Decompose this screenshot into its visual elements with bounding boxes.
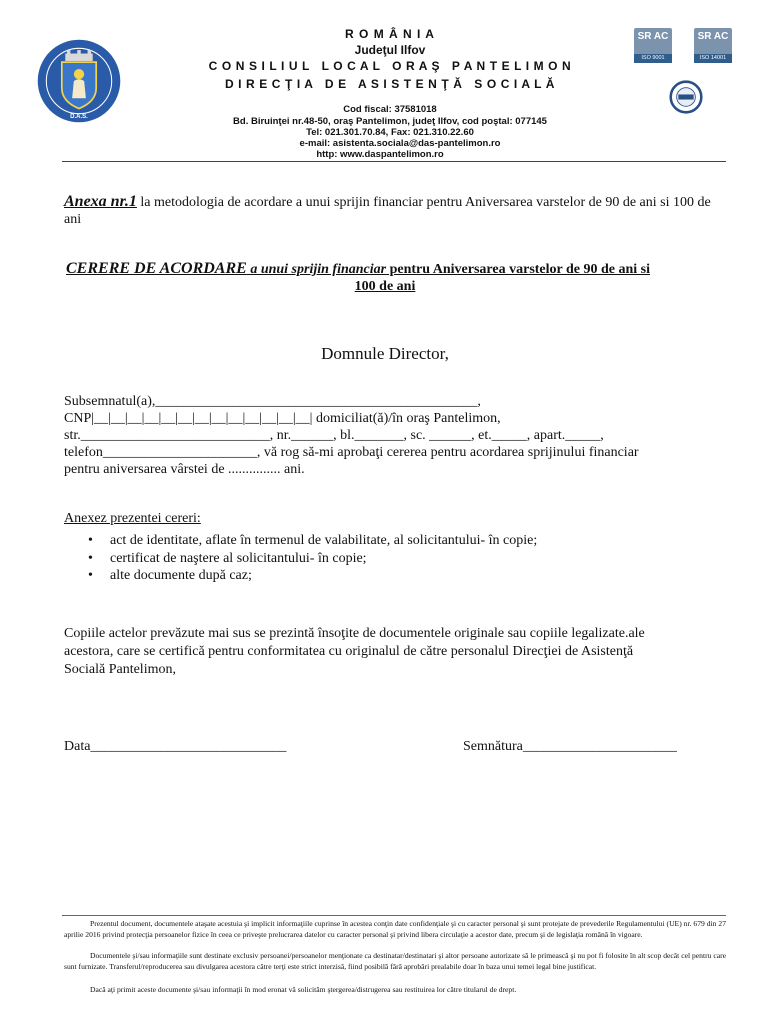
date-field: Data____________________________ [64,739,287,754]
attachments-list [82,532,537,585]
request-title [66,260,730,279]
request-title-main: CERERE DE ACORDARE [66,260,247,277]
certification-seal-icon [669,80,703,114]
attachment-item: • act de identitate, aflate în termenul de valabilitate, al solicitantului- în copie; [82,532,537,550]
iso-14001-label: ISO 14001 [694,54,732,63]
form-age-line: pentru aniversarea vârstei de ............... ani. [64,462,305,477]
footer-usage-restriction: Documentele şi/sau informaţiile sunt destinate exclusiv persoanei/persoanelor menţionate ca destinatar/destinatari şi altor persoane autorizate să le primească şi nu pot fi folosite în alt scop decât cel pentru care sunt furnizate. Transferul/reproducerea sau divulgarea acestora către terţi este strict interzisă, fiind posibilă fără aprobări prealabile doar în baza unui temei legal bine justificat. [64,951,726,971]
header-address: Bd. Biruinţei nr.48-50, oraş Pantelimon, judeţ Ilfov, cod poştal: 077145 [233,116,547,127]
request-title-line2: 100 de ani [354,279,416,294]
signature-field: Semnătura______________________ [463,739,677,754]
annex-label: Anexa nr.1 [64,193,137,210]
header-directorate: D I R E C Ţ I A D E A S I S T E N Ţ Ă S O C I A L Ă [224,77,555,91]
attachments-heading: Anexez prezentei cereri: [64,511,201,526]
footer-divider [62,915,726,916]
request-title-sub: a unui sprijin financiar [246,262,387,277]
das-logo [36,38,122,124]
header-phone-fax: Tel: 021.301.70.84, Fax: 021.310.22.60 [306,127,474,138]
header-website: http: www.daspantelimon.ro [316,149,444,160]
annex-text: la metodologia de acordare a unui sprijin financiar pentru Aniversarea varstelor de 90 de ani si 100 de ani [64,195,711,227]
iso-9001-label: ISO 9001 [634,54,672,63]
form-address-line: str.___________________________, nr.______, bl._______, sc. ______, et._____, apart._____, [64,428,604,443]
attachment-item: • certificat de naştere al solicitantului- în copie; [82,550,537,568]
cert-mark: SR AC [697,31,729,42]
copies-note-line1: Copiile actelor prevăzute mai sus se prezintă însoţite de documentele originale sau copiile legalizate.ale [64,626,645,641]
header-divider [62,161,726,162]
copies-note-line3: Socială Pantelimon, [64,662,176,677]
footer-confidentiality: Prezentul document, documentele ataşate acestuia şi implicit informaţiile cuprinse în acestea conţin date confidenţiale şi cu caracter personal şi sunt protejate de prevederile Regulamentului (UE) nr. 679 din 27 aprilie 2016 privind protecţia persoanelor fizice în ceea ce priveşte prelucrarea datelor cu caracter personal şi privind libera circulaţie a acestor date, precum şi de legislaţia română în vigoare. [64,919,726,939]
header-email: e-mail: asistenta.sociala@das-pantelimon.ro [299,138,501,149]
salutation: Domnule Director, [321,344,449,363]
copies-note-line2: acestora, care se certifică pentru conformitatea cu originalul de către personalul Direcţiei de Asistenţă [64,644,634,659]
request-title-purpose: pentru Aniversarea varstelor de 90 de ani si [386,262,651,277]
annex-paragraph [64,193,728,228]
logo-text: D.A.S. [70,113,88,120]
attachment-item: • alte documente după caz; [82,567,537,585]
form-name-line: Subsemnatul(a),______________________________________________, [64,394,481,409]
header-fiscal-code: Cod fiscal: 37581018 [343,104,437,115]
header-county: Judeţul Ilfov [354,43,426,57]
footer-erroneous-receipt: Dacă aţi primit aceste documente şi/sau informaţii în mod eronat vă solicităm ştergerea/distrugerea sau restituirea lor către titularul de drept. [90,985,517,994]
cert-mark: SR AC [637,31,669,42]
header-council: C O N S I L I U L L O C A L O R A Ş P A N T E L I M O N [208,59,572,73]
form-cnp-line: CNP|__|__|__|__|__|__|__|__|__|__|__|__|__| domiciliat(ă)/în oraş Pantelimon, [64,411,501,426]
form-phone-line: telefon______________________, vă rog să-mi aprobaţi cererea pentru acordarea sprijinului financiar [64,445,639,460]
header-country: R O M Â N I A [345,27,435,41]
